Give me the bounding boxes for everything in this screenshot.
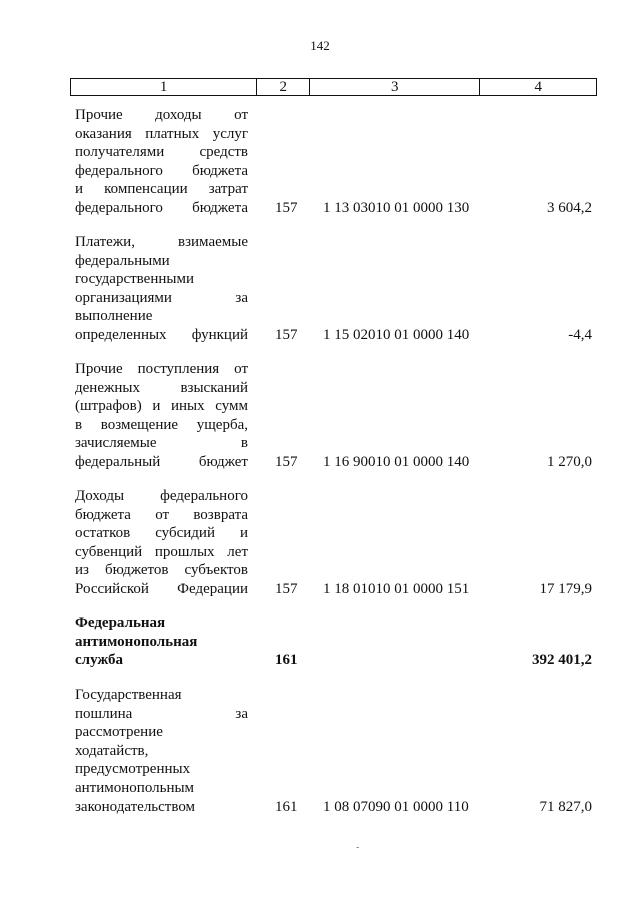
description-line: федеральными xyxy=(75,252,170,269)
footer-mark: - xyxy=(356,842,360,853)
description-line: выполнение xyxy=(75,308,153,325)
header-col-2: 2 xyxy=(257,79,310,95)
row-description xyxy=(75,360,248,472)
admin-code: 161 xyxy=(275,798,298,815)
kbk-code: 1 18 01010 01 0000 151 xyxy=(323,581,470,597)
description-line: антимонопольная xyxy=(75,633,198,650)
description-line: законодательством xyxy=(75,798,196,815)
amount-value: -4,4 xyxy=(568,327,592,343)
description-line: зачисляемые в xyxy=(75,435,248,452)
admin-code: 157 xyxy=(275,200,298,216)
kbk-code: 1 08 07090 01 0000 110 xyxy=(323,798,469,815)
admin-code: 157 xyxy=(275,581,298,597)
description-line: Федеральная xyxy=(75,615,166,631)
amount-value: 17 179,9 xyxy=(539,581,592,597)
description-line: Российской Федерации xyxy=(75,580,248,597)
description-line: из бюджетов субъектов xyxy=(75,562,248,579)
description-line: остатков субсидий и xyxy=(75,525,248,542)
kbk-code: 1 13 03010 01 0000 130 xyxy=(323,200,470,216)
table-row xyxy=(75,233,595,345)
description-line: определенных функций xyxy=(75,326,248,343)
table-row xyxy=(75,686,595,816)
description-line: служба xyxy=(75,652,124,669)
description-line: федерального бюджета xyxy=(75,162,248,179)
row-description xyxy=(75,614,248,670)
amount-value: 3 604,2 xyxy=(547,200,592,216)
table-row xyxy=(75,614,595,670)
admin-code: 157 xyxy=(275,327,298,343)
description-line: субвенций прошлых лет xyxy=(75,543,248,560)
description-line: денежных взысканий xyxy=(75,379,248,396)
description-line: и компенсации затрат xyxy=(75,181,248,198)
description-line: Прочие доходы от xyxy=(75,107,248,123)
table-header-row xyxy=(70,78,597,96)
description-line: рассмотрение xyxy=(75,724,163,741)
description-line: ходатайств, xyxy=(75,742,149,759)
amount-value: 1 270,0 xyxy=(547,454,592,470)
admin-code: 157 xyxy=(275,454,298,470)
description-line: государственными xyxy=(75,271,194,288)
row-description xyxy=(75,233,248,345)
row-description xyxy=(75,487,248,599)
description-line: бюджета от возврата xyxy=(75,506,248,523)
description-line: предусмотренных xyxy=(75,761,191,778)
header-col-4: 4 xyxy=(534,79,542,95)
kbk-code: 1 15 02010 01 0000 140 xyxy=(323,327,470,343)
table-row xyxy=(75,487,595,599)
description-line: Платежи, взимаемые xyxy=(75,234,248,250)
description-line: (штрафов) и иных сумм xyxy=(75,398,248,415)
admin-code: 161 xyxy=(275,652,298,669)
amount-value: 71 827,0 xyxy=(539,798,592,815)
page-number: 142 xyxy=(310,38,330,53)
kbk-code: 1 16 90010 01 0000 140 xyxy=(323,454,470,470)
description-line: федерального бюджета xyxy=(75,199,248,216)
amount-value: 392 401,2 xyxy=(532,652,592,669)
description-line: Прочие поступления от xyxy=(75,361,248,377)
description-line: пошлина за xyxy=(75,705,248,722)
row-description xyxy=(75,106,248,218)
table-row xyxy=(75,106,595,218)
description-line: получателями средств xyxy=(75,144,248,161)
description-line: организациями за xyxy=(75,289,248,306)
header-col-1: 1 xyxy=(71,79,257,95)
description-line: Государственная xyxy=(75,687,182,703)
table-row xyxy=(75,360,595,472)
row-description xyxy=(75,686,248,816)
description-line: в возмещение ущерба, xyxy=(75,416,248,433)
description-line: оказания платных услуг xyxy=(75,125,248,142)
header-col-3: 3 xyxy=(310,79,480,95)
description-line: федеральный бюджет xyxy=(75,453,248,470)
description-line: антимонопольным xyxy=(75,779,195,796)
description-line: Доходы федерального xyxy=(75,488,248,504)
